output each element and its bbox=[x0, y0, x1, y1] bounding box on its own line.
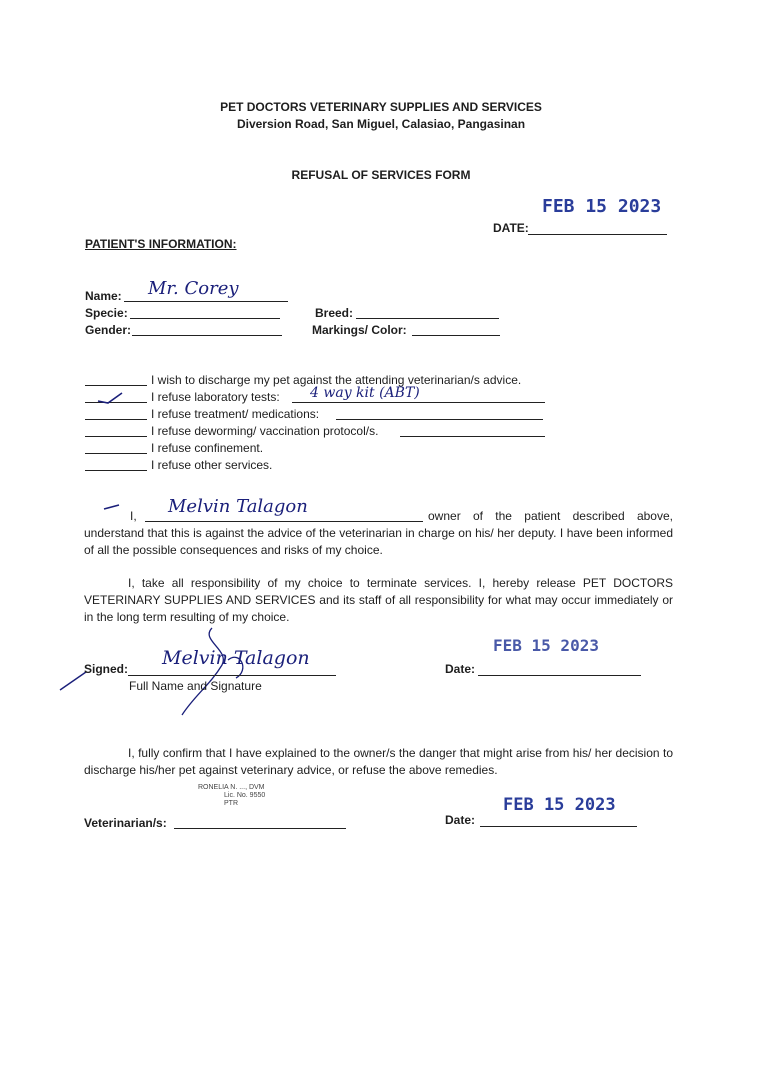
signature-date-label: Date: bbox=[445, 662, 476, 676]
company-name: PET DOCTORS VETERINARY SUPPLIES AND SERVICES bbox=[220, 100, 542, 114]
name-value: Mr. Corey bbox=[148, 278, 239, 299]
statement-body-text: understand that this is against the advice of the veterinarian in charge on his/ her deputy. I have been informed of all the possible consequences and risks of my choice. bbox=[84, 526, 673, 557]
lab-test-value: 4 way kit (ABT) bbox=[310, 385, 420, 401]
statement-prefix: I, bbox=[130, 509, 137, 523]
date-line bbox=[528, 234, 667, 235]
patient-section-title: PATIENT'S INFORMATION: bbox=[85, 237, 237, 251]
option-text: I refuse confinement. bbox=[151, 441, 264, 455]
signed-label: Signed: bbox=[84, 662, 128, 676]
confirmation-text: I, fully confirm that I have explained to the owner/s the danger that might arise from his/ her decision to discharge his/her pet against veterinary advice, or refuse the above remedies. bbox=[84, 746, 673, 777]
markings-label: Markings/ Color: bbox=[312, 323, 407, 337]
company-address: Diversion Road, San Miguel, Calasiao, Pangasinan bbox=[236, 117, 526, 131]
responsibility-text: I, take all responsibility of my choice to terminate services. I, hereby release PET DOCTORS VETERINARY SUPPLIES AND SERVICES and its staff of all responsibility for what may occur immediately or in the long term resulting of my choice. bbox=[84, 576, 673, 624]
veterinarian-label: Veterinarian/s: bbox=[84, 816, 167, 830]
form-title: REFUSAL OF SERVICES FORM bbox=[291, 168, 471, 182]
option-text: I refuse deworming/ vaccination protocol/s. bbox=[151, 424, 379, 438]
breed-label: Breed: bbox=[315, 306, 354, 320]
specie-line bbox=[130, 318, 280, 319]
vet-date-line bbox=[480, 826, 637, 827]
option-text: I refuse treatment/ medications: bbox=[151, 407, 320, 421]
name-line bbox=[124, 301, 288, 302]
vet-stamp-ptr: PTR bbox=[224, 800, 238, 807]
statement-suffix: owner of the patient described above, bbox=[428, 509, 673, 523]
option-blank[interactable] bbox=[85, 453, 147, 454]
markings-line bbox=[412, 335, 500, 336]
signature-caption: Full Name and Signature bbox=[129, 679, 262, 693]
vet-date-stamp: FEB 15 2023 bbox=[503, 795, 616, 815]
signature-date-line bbox=[478, 675, 641, 676]
date-stamp: FEB 15 2023 bbox=[542, 196, 662, 217]
specie-label: Specie: bbox=[85, 306, 128, 320]
confirmation-paragraph bbox=[84, 745, 673, 779]
vet-stamp-name: RONELIA N. ..., DVM bbox=[198, 784, 265, 791]
owner-signature: Melvin Talagon bbox=[162, 647, 310, 669]
dash-mark-icon bbox=[103, 503, 121, 511]
name-label: Name: bbox=[85, 289, 122, 303]
option-blank[interactable] bbox=[85, 419, 147, 420]
option-blank[interactable] bbox=[85, 470, 147, 471]
owner-name: Melvin Talagon bbox=[168, 496, 308, 517]
vet-stamp bbox=[198, 784, 265, 808]
option-text: I wish to discharge my pet against the attending veterinarian/s advice. bbox=[151, 373, 522, 387]
date-label: DATE: bbox=[493, 221, 529, 235]
owner-line bbox=[145, 521, 423, 522]
statement-body bbox=[84, 525, 673, 559]
lab-test-line bbox=[292, 402, 545, 403]
veterinarian-line bbox=[174, 828, 346, 829]
check-mark-icon bbox=[96, 391, 124, 405]
gender-line bbox=[132, 335, 282, 336]
vet-date-label: Date: bbox=[445, 813, 476, 827]
signature-flourish-icon bbox=[170, 620, 290, 720]
responsibility-paragraph bbox=[84, 575, 673, 626]
breed-line bbox=[356, 318, 499, 319]
option-blank[interactable] bbox=[85, 385, 147, 386]
signature-line bbox=[128, 675, 336, 676]
option-text: I refuse laboratory tests: bbox=[151, 390, 280, 404]
signature-date-stamp: FEB 15 2023 bbox=[493, 636, 599, 655]
gender-label: Gender: bbox=[85, 323, 132, 337]
option-blank[interactable] bbox=[85, 436, 147, 437]
deworming-line bbox=[400, 436, 545, 437]
option-text: I refuse other services. bbox=[151, 458, 273, 472]
treatment-line bbox=[336, 419, 543, 420]
vet-stamp-license: Lic. No. 9550 bbox=[224, 792, 266, 799]
